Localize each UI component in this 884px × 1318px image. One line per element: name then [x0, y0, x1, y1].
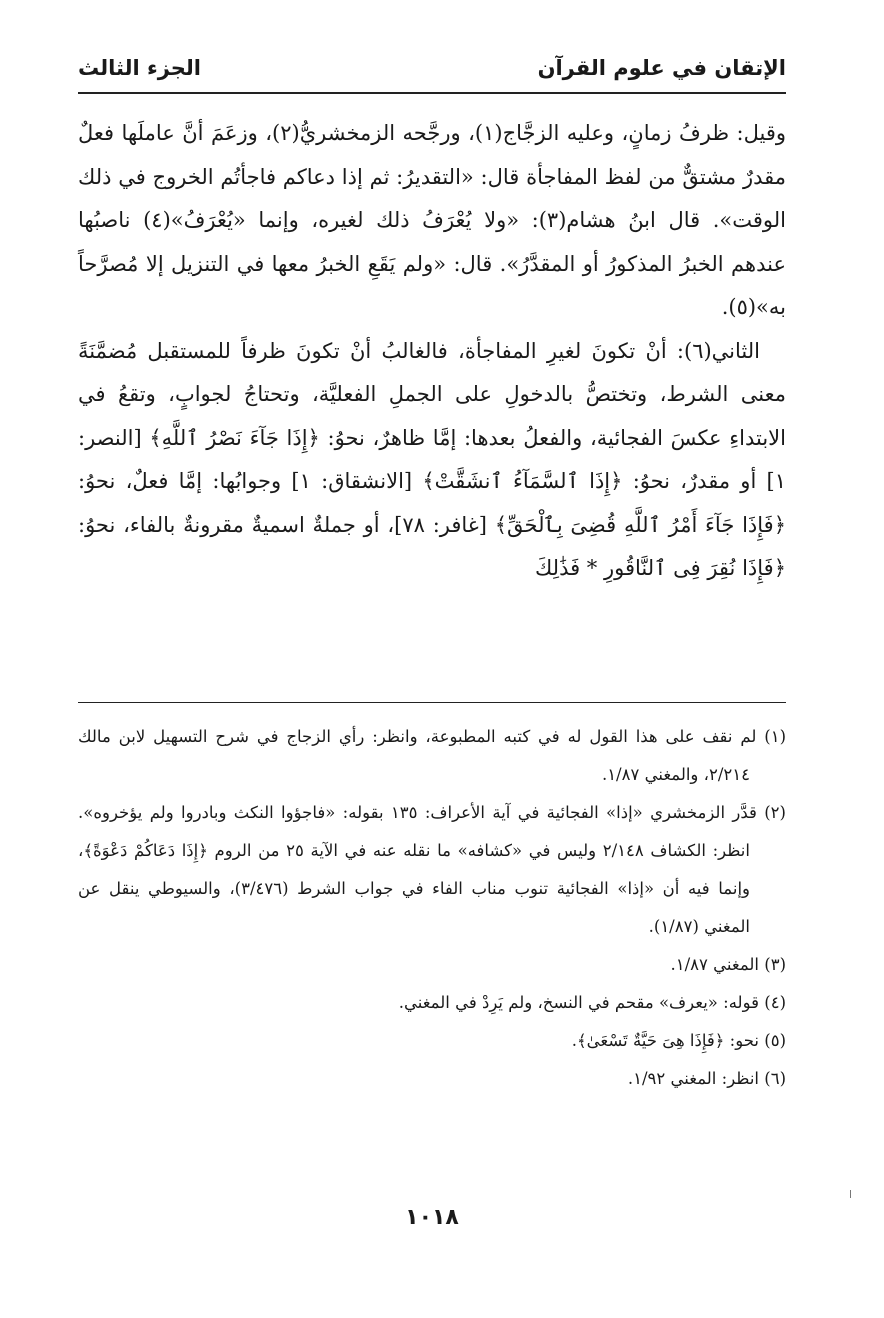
footnote-2: (٢) قدَّر الزمخشري «إذا» الفجائية في آية الأعراف: ١٣٥ بقوله: «فاجؤوا النكث وبادروا ولم يؤخروه». انظر: الكشاف ٢/١٤٨ وليس في «كشافه» ما نقله عنه في الآية ٢٥ من الروم ﴿إِذَا دَعَاكُمْ دَعْوَةً﴾، وإنما فيه أن «إذا» الفجائية تنوب مناب الفاء في جواب الشرط (٣/٤٧٦)، والسيوطي ينقل عن المغني (١/٨٧). — [78, 803, 786, 936]
main-text — [78, 112, 786, 591]
footnotes — [78, 718, 786, 1098]
footnote-separator — [78, 702, 786, 703]
running-header — [78, 52, 786, 90]
footnote-6: (٦) انظر: المغني ١/٩٢. — [627, 1069, 786, 1088]
footnote-1: (١) لم نقف على هذا القول له في كتبه المطبوعة، وانظر: رأي الزجاج في شرح التسهيل لابن مالك ٢/٢١٤، والمغني ١/٨٧. — [78, 727, 786, 784]
page-number: ١٠١٨ — [405, 1205, 459, 1230]
paragraph-1: وقيل: ظرفُ زمانٍ، وعليه الزجَّاج(١)، ورجَّحه الزمخشريُّ(٢)، وزعَمَ أنَّ عاملَها فعلٌ مقدرٌ مشتقٌّ من لفظ المفاجأة قال: «التقديرُ: ثم إذا دعاكم فاجأتُم الخروج في ذلك الوقت». قال ابنُ هشام(٣): «ولا يُعْرَفُ ذلك لغيره، وإنما «يُعْرَفُ»(٤) ناصبُها عندهم الخبرُ المذكورُ أو المقدَّرُ». قال: «ولم يَقَعِ الخبرُ معها في التنزيل إلا مُصرَّحاً به»(٥). — [78, 121, 787, 319]
paragraph-2: الثاني(٦): أنْ تكونَ لغيرِ المفاجأة، فالغالبُ أنْ تكونَ ظرفاً للمستقبل مُضمَّنَةً معنى الشرط، وتختصُّ بالدخولِ على الجملِ الفعليَّة، وتحتاجُ لجوابٍ، وتقعُ في الابتداءِ عكسَ الفجائية، والفعلُ بعدها: إمَّا ظاهرٌ، نحوُ: ﴿إِذَا جَآءَ نَصْرُ ٱللَّهِ﴾ [النصر: ١] أو مقدرٌ، نحوُ: ﴿إِذَا ٱلسَّمَآءُ ٱنشَقَّتْ﴾ [الانشقاق: ١] وجوابُها: إمَّا فعلٌ، نحوُ: ﴿فَإِذَا جَآءَ أَمْرُ ٱللَّهِ قُضِىَ بِٱلْحَقِّ﴾ [غافر: ٧٨]، أو جملةٌ اسميةٌ مقرونةٌ بالفاء، نحوُ: ﴿فَإِذَا نُقِرَ فِى ٱلنَّاقُورِ * فَذَٰلِكَ — [78, 338, 786, 580]
margin-mark — [850, 1190, 851, 1198]
book-title: الإتقان في علوم القرآن — [537, 56, 786, 80]
header-rule — [78, 92, 786, 94]
footnote-5: (٥) نحو: ﴿فَإِذَا هِىَ حَيَّةٌ تَسْعَىٰ﴾. — [571, 1031, 786, 1050]
book-page — [78, 0, 786, 1318]
footnote-4: (٤) قوله: «يعرف» مقحم في النسخ، ولم يَرِدْ في المغني. — [398, 993, 786, 1012]
part-label: الجزء الثالث — [78, 56, 201, 80]
footnote-3: (٣) المغني ١/٨٧. — [670, 955, 786, 974]
